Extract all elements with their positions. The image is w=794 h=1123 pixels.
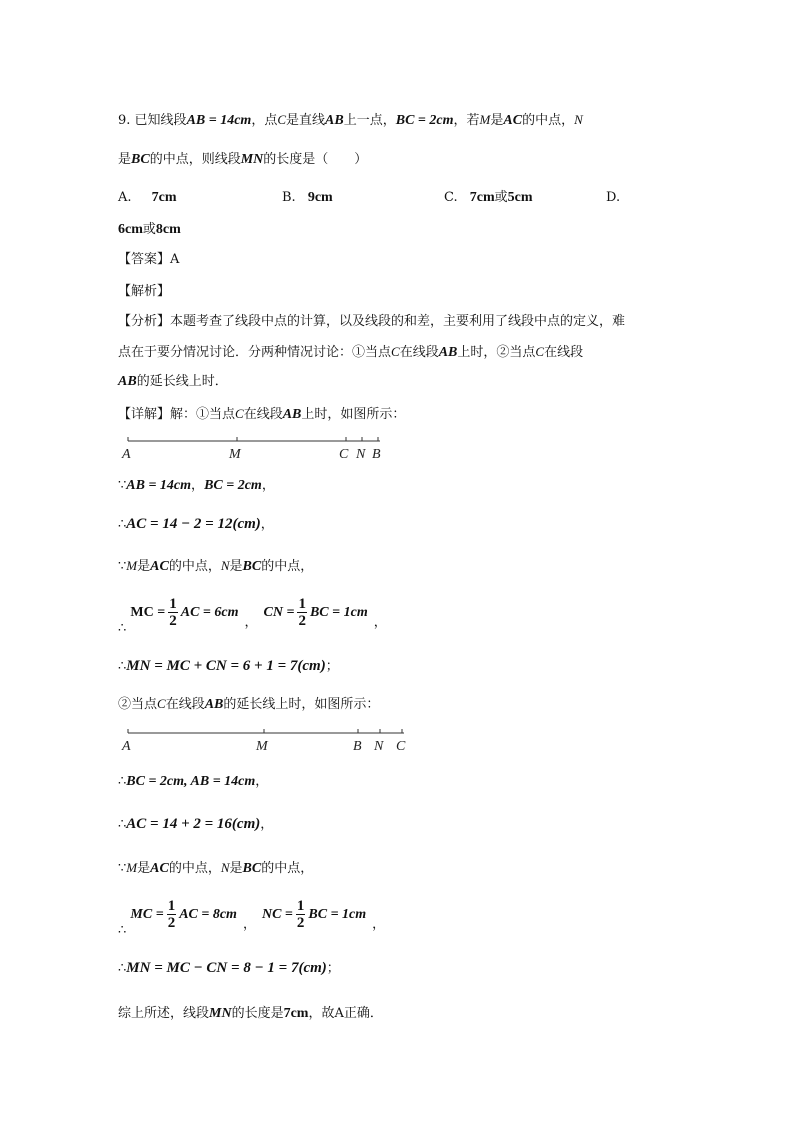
math-eq: MN = MC + CN = 6 + 1 = 7(cm) [126,658,326,674]
label-c: C [396,739,406,754]
analysis-text: 本题考查了线段中点的计算，以及线段的和差，主要利用了线段中点的定义，难 [170,314,626,329]
math-ab-eq: AB = 14cm [186,113,252,128]
math-ab: AB [118,374,137,389]
analysis-line-1 [118,312,625,332]
therefore-symbol: ∴ [118,659,127,674]
point-c: C [157,696,166,711]
because-symbol: ∵ [118,861,127,876]
detail-text: 是 [229,559,243,574]
option-c-value-1: 7cm [469,190,495,205]
therefore-symbol: ∴ [118,774,127,789]
because-symbol: ∵ [118,478,127,493]
detail-text: 上时，如图所示： [301,407,406,422]
therefore-symbol: ∴ [118,923,127,938]
question-text: 的长度是（ ） [263,152,368,167]
math-lhs: CN = [263,605,295,620]
detail-text: 是 [137,559,151,574]
option-d-label: D. [606,190,621,205]
point-m: M [479,112,491,127]
math-ab: AB [204,697,224,712]
point-m: M [126,860,138,875]
detail-case-2 [118,694,379,715]
question-text: 是直线 [286,113,326,128]
step-7 [118,814,273,835]
fraction-half [167,898,177,931]
math-eq: AC = 14 + 2 = 16(cm) [126,816,261,832]
label-a: A [122,739,131,754]
fraction-numerator: 1 [167,898,176,914]
label-n: N [356,447,366,462]
math-eq: BC = 2cm, AB = 14cm [126,774,256,789]
point-c: C [391,344,400,359]
fraction-half [296,898,306,931]
step-4 [118,596,387,636]
analysis-text: 点在于要分情况讨论．分两种情况讨论：①当点 [118,345,392,360]
question-text: 是 [490,113,504,128]
detail-text: 是 [229,861,243,876]
math-ab: AB [438,345,458,360]
question-text: 已知线段 [134,113,187,128]
punct: ， [244,615,258,630]
label-m: M [256,739,268,754]
conclusion-text: 正确． [343,1006,383,1021]
detail-text: 在线段 [243,407,283,422]
detail-text: 的中点， [261,559,314,574]
point-n: N [574,112,583,127]
fraction-denominator: 2 [296,915,305,931]
fraction-denominator: 2 [169,613,177,629]
step-5 [118,656,339,677]
punct: ， [260,817,274,832]
question-line-1 [118,110,583,131]
analysis-text: 在线段 [544,345,584,360]
math-eq: BC = 2cm [204,478,262,493]
option-a-value: 7cm [151,190,177,205]
analysis-text: 上时，②当点 [457,345,536,360]
detail-text: 的中点， [261,861,314,876]
detail-text: 解：①当点 [170,407,236,422]
conclusion-text: ，故 [308,1006,335,1021]
math-bc: BC [242,861,262,876]
math-lhs: MC = [130,907,164,922]
math-ab: AB [325,113,344,128]
detail-case-1 [118,404,405,425]
detail-text: 的中点， [168,861,221,876]
math-rhs: AC = 6cm [180,605,239,620]
step-10 [118,958,340,979]
therefore-symbol: ∴ [118,961,127,976]
option-d-label-row[interactable] [606,188,620,208]
detail-label: 【详解】 [118,407,171,422]
therefore-symbol: ∴ [118,817,127,832]
step-3 [118,556,313,577]
punct: ， [261,478,275,493]
label-a: A [122,447,131,462]
question-text: ，若 [453,113,480,128]
math-bc: BC [131,152,150,167]
option-c[interactable] [444,188,533,208]
math-ac: AC [150,559,169,574]
detail-text: ②当点 [118,697,158,712]
math-eq: AC = 14 − 2 = 12(cm) [126,516,261,532]
conclusion-answer: A [334,1006,344,1021]
step-6 [118,772,268,792]
step-1 [118,476,275,496]
fraction-half [297,596,307,629]
point-n: N [220,558,230,573]
math-ac: AC [150,861,169,876]
option-c-label: C. [444,190,458,205]
punct: ； [326,961,340,976]
step-8 [118,858,313,879]
analysis-fx-label: 【分析】 [118,314,171,329]
question-number: 9. [118,113,131,128]
analysis-text: 的延长线上时． [136,374,228,389]
detail-text: 在线段 [165,697,205,712]
punct: ， [373,615,387,630]
point-n: N [220,860,230,875]
question-text: 上一点， [343,113,396,128]
punct: ， [372,917,386,932]
option-c-or: 或 [494,190,508,205]
fraction-half [168,596,178,629]
question-text: 的中点， [522,113,575,128]
math-mn: MN [240,152,264,167]
option-d-value-1: 6cm [118,222,143,237]
math-ac: AC [503,113,523,128]
step-9 [118,898,386,938]
question-text: 是 [118,152,132,167]
conclusion [118,1004,383,1024]
punct: ， [191,478,205,493]
because-symbol: ∵ [118,559,127,574]
punct: ， [260,517,274,532]
option-d-value-2: 8cm [155,222,181,237]
answer-row [118,250,179,270]
segment-figure-1 [118,434,398,464]
answer-label: 【答案】 [118,252,171,267]
label-n: N [374,739,384,754]
label-c: C [339,447,349,462]
option-b[interactable] [282,188,333,208]
math-mn: MN [209,1006,232,1021]
question-text: ，点 [251,113,278,128]
detail-text: 的中点， [168,559,221,574]
analysis-heading: 【解析】 [118,284,171,299]
therefore-symbol: ∴ [118,517,127,532]
math-bc: BC [242,559,262,574]
answer-value: A [170,252,180,267]
punct: ； [325,659,339,674]
option-a-label: A. [118,190,132,205]
step-2 [118,514,274,535]
detail-text: 是 [137,861,151,876]
point-m: M [126,558,138,573]
fraction-denominator: 2 [298,613,306,629]
math-rhs: AC = 8cm [179,907,237,922]
math-bc-eq: BC = 2cm [395,113,454,128]
punct: ， [255,774,269,789]
math-lhs: MC = [130,605,166,620]
math-ab: AB [282,407,302,422]
point-c: C [535,344,545,359]
point-c: C [277,112,287,127]
option-b-label: B. [282,190,296,205]
point-c: C [235,406,244,421]
math-eq: MN = MC − CN = 8 − 1 = 7(cm) [126,960,327,976]
label-b: B [372,447,381,462]
math-rhs: BC = 1cm [308,907,367,922]
math-rhs: BC = 1cm [309,605,368,620]
conclusion-text: 综上所述，线段 [118,1006,210,1021]
fraction-numerator: 1 [169,596,177,612]
punct: ， [242,917,256,932]
question-text: 的中点，则线段 [149,152,241,167]
label-m: M [229,447,241,462]
fraction-numerator: 1 [296,898,305,914]
label-b: B [353,739,362,754]
fraction-numerator: 1 [298,596,306,612]
conclusion-text: 的长度是 [231,1006,284,1021]
segment-figure-2 [118,726,418,756]
analysis-line-2 [118,342,583,363]
option-d-values[interactable] [118,220,181,240]
option-d-or: 或 [142,222,156,237]
question-line-2 [118,150,367,170]
math-eq: AB = 14cm [126,478,192,493]
analysis-text: 在线段 [399,345,439,360]
detail-text: 的延长线上时，如图所示： [223,697,380,712]
option-c-value-2: 5cm [507,190,533,205]
conclusion-value: 7cm [283,1006,309,1021]
therefore-symbol: ∴ [118,621,127,636]
option-b-value: 9cm [307,190,333,205]
fraction-denominator: 2 [167,915,176,931]
option-a[interactable] [118,188,177,208]
math-lhs: NC = [261,907,293,922]
analysis-line-3 [118,372,228,392]
